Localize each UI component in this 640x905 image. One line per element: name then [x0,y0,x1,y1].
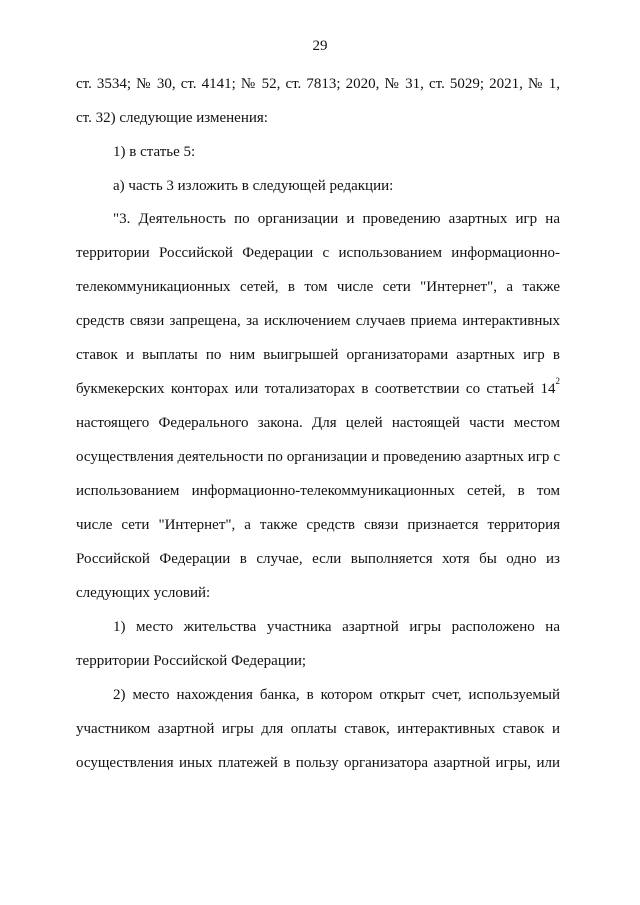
text-line: использованием информационно-телекоммуникационных сетей, в том [76,483,560,499]
text-line: осуществления иных платежей в пользу организатора азартной игры, или [76,755,560,771]
text-line: осуществления деятельности по организации и проведению азартных игр с [76,449,560,465]
text-line: 1) в статье 5: [113,144,196,160]
text-line: "3. Деятельность по организации и проведению азартных игр на [113,211,560,227]
text-line: ст. 3534; № 30, ст. 4141; № 52, ст. 7813; 2020, № 31, ст. 5029; 2021, № 1, [76,76,560,92]
text-line: ст. 32) следующие изменения: [76,110,268,126]
text-line: настоящего Федерального закона. Для целей настоящей части местом [76,415,560,431]
text-line: средств связи запрещена, за исключением случаев приема интерактивных [76,313,560,329]
text-line: Российской Федерации в случае, если выполняется хотя бы одно из [76,551,560,567]
text-line: числе сети "Интернет", а также средств связи признается территория [76,517,560,533]
text-line: территории Российской Федерации с использованием информационно- [76,245,560,261]
text-line: телекоммуникационных сетей, в том числе сети "Интернет", а также [76,279,560,295]
text-line: 1) место жительства участника азартной игры расположено на [113,619,560,635]
text-line: а) часть 3 изложить в следующей редакции: [113,178,394,194]
text-line: 2) место нахождения банка, в котором открыт счет, используемый [113,687,560,703]
article-superscript: 2 [555,376,560,386]
text-line: следующих условий: [76,585,211,601]
page-number: 29 [312,38,328,54]
text-line: территории Российской Федерации; [76,653,307,669]
text-line: участником азартной игры для оплаты ставок, интерактивных ставок и [76,721,560,737]
text-line: ставок и выплаты по ним выигрышей организаторами азартных игр в [76,347,560,363]
text-line [76,376,560,399]
text-line-body: букмекерских конторах или тотализаторах в соответствии со статьей 14 [76,381,556,397]
